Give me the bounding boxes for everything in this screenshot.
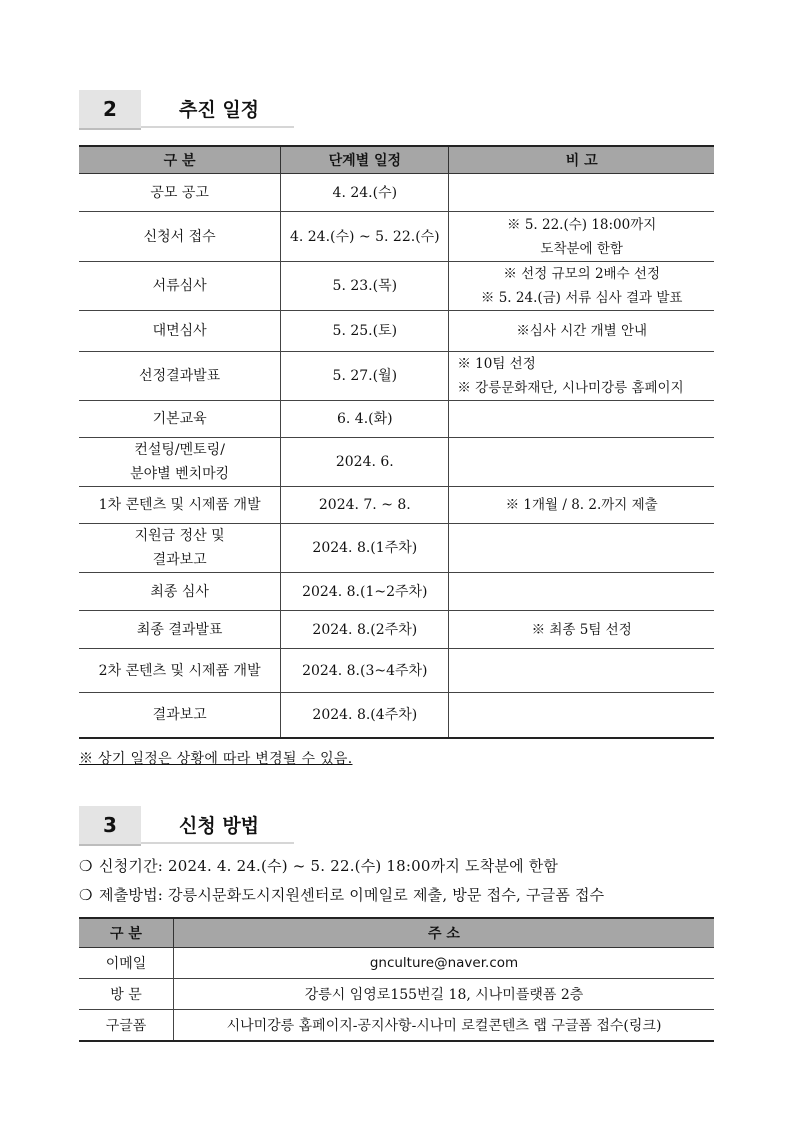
table-row <box>79 311 714 352</box>
schedule-date-cell: 6. 4.(화) <box>281 401 449 438</box>
table-row <box>79 262 714 311</box>
email-address-cell: gnculture@naver.com <box>174 948 715 979</box>
address-table <box>79 917 714 1042</box>
schedule-note-cell <box>449 401 714 438</box>
schedule-note-cell <box>449 649 714 693</box>
schedule-header-note: 비 고 <box>449 146 714 174</box>
schedule-note-cell: ※ 선정 규모의 2배수 선정 ※ 5. 24.(금) 서류 심사 결과 발표 <box>449 262 714 311</box>
table-row <box>79 401 714 438</box>
schedule-stage-cell: 최종 심사 <box>79 573 281 611</box>
schedule-date-cell: 4. 24.(수) ~ 5. 22.(수) <box>281 212 449 262</box>
period-bullet <box>79 855 558 876</box>
table-row <box>79 573 714 611</box>
table-row <box>79 649 714 693</box>
table-row <box>79 948 714 979</box>
address-header-type: 구 분 <box>79 918 174 948</box>
table-row <box>79 352 714 401</box>
schedule-date-cell: 2024. 8.(2주차) <box>281 611 449 649</box>
schedule-stage-cell: 컨설팅/멘토링/ 분야별 벤치마킹 <box>79 438 281 487</box>
schedule-note-cell: ※ 1개월 / 8. 2.까지 제출 <box>449 487 714 524</box>
schedule-note-cell: ※심사 시간 개별 안내 <box>449 311 714 352</box>
schedule-date-cell: 2024. 8.(1주차) <box>281 524 449 573</box>
schedule-header-row <box>79 146 714 174</box>
table-row <box>79 1010 714 1042</box>
schedule-stage-cell: 2차 콘텐츠 및 시제품 개발 <box>79 649 281 693</box>
schedule-date-cell: 2024. 8.(3~4주차) <box>281 649 449 693</box>
schedule-header-date: 단계별 일정 <box>281 146 449 174</box>
schedule-header-stage: 구 분 <box>79 146 281 174</box>
address-type-cell: 구글폼 <box>79 1010 174 1042</box>
schedule-date-cell: 4. 24.(수) <box>281 174 449 212</box>
schedule-note-cell <box>449 693 714 738</box>
schedule-stage-cell: 기본교육 <box>79 401 281 438</box>
schedule-footnote: ※ 상기 일정은 상황에 따라 변경될 수 있음. <box>79 751 353 767</box>
section-2-header <box>79 90 294 130</box>
schedule-date-cell: 2024. 6. <box>281 438 449 487</box>
schedule-stage-cell: 결과보고 <box>79 693 281 738</box>
schedule-stage-cell: 대면심사 <box>79 311 281 352</box>
schedule-stage-cell: 1차 콘텐츠 및 시제품 개발 <box>79 487 281 524</box>
schedule-date-cell: 2024. 7. ~ 8. <box>281 487 449 524</box>
submit-bullet <box>79 884 604 905</box>
address-value-cell: 강릉시 임영로155번길 18, 시나미플랫폼 2층 <box>174 979 715 1010</box>
section-3-header <box>79 806 294 846</box>
section-3-title: 신청 방법 <box>141 806 294 844</box>
section-3-number: 3 <box>79 806 141 846</box>
schedule-date-cell: 2024. 8.(4주차) <box>281 693 449 738</box>
table-row <box>79 174 714 212</box>
circle-bullet-icon: ❍ <box>79 857 93 875</box>
submit-text: 제출방법: 강릉시문화도시지원센터로 이메일로 제출, 방문 접수, 구글폼 접수 <box>99 886 605 904</box>
table-row <box>79 524 714 573</box>
schedule-stage-cell: 서류심사 <box>79 262 281 311</box>
schedule-stage-cell: 최종 결과발표 <box>79 611 281 649</box>
schedule-stage-cell: 지원금 정산 및 결과보고 <box>79 524 281 573</box>
table-row <box>79 212 714 262</box>
schedule-stage-cell: 공모 공고 <box>79 174 281 212</box>
address-type-cell: 이메일 <box>79 948 174 979</box>
schedule-note-cell: ※ 5. 22.(수) 18:00까지 도착분에 한함 <box>449 212 714 262</box>
period-text: 신청기간: 2024. 4. 24.(수) ~ 5. 22.(수) 18:00까지 도착분에 한함 <box>99 857 559 875</box>
schedule-note-cell <box>449 438 714 487</box>
schedule-stage-cell: 신청서 접수 <box>79 212 281 262</box>
section-2-title: 추진 일정 <box>141 90 294 128</box>
schedule-note-cell <box>449 573 714 611</box>
table-row <box>79 438 714 487</box>
circle-bullet-icon: ❍ <box>79 886 93 904</box>
address-header-row <box>79 918 714 948</box>
schedule-note-cell <box>449 174 714 212</box>
address-type-cell: 방 문 <box>79 979 174 1010</box>
section-2-number: 2 <box>79 90 141 130</box>
table-row <box>79 487 714 524</box>
schedule-date-cell: 2024. 8.(1~2주차) <box>281 573 449 611</box>
schedule-date-cell: 5. 25.(토) <box>281 311 449 352</box>
schedule-date-cell: 5. 27.(월) <box>281 352 449 401</box>
schedule-table <box>79 145 714 739</box>
table-row <box>79 611 714 649</box>
schedule-note-cell: ※ 최종 5팀 선정 <box>449 611 714 649</box>
table-row <box>79 979 714 1010</box>
schedule-note-cell <box>449 524 714 573</box>
address-value-cell: 시나미강릉 홈페이지-공지사항-시나미 로컬콘텐츠 랩 구글폼 접수(링크) <box>174 1010 715 1042</box>
schedule-stage-cell: 선정결과발표 <box>79 352 281 401</box>
address-header-value: 주 소 <box>174 918 715 948</box>
schedule-date-cell: 5. 23.(목) <box>281 262 449 311</box>
table-row <box>79 693 714 738</box>
schedule-note-cell: ※ 10팀 선정 ※ 강릉문화재단, 시나미강릉 홈페이지 <box>449 352 714 401</box>
